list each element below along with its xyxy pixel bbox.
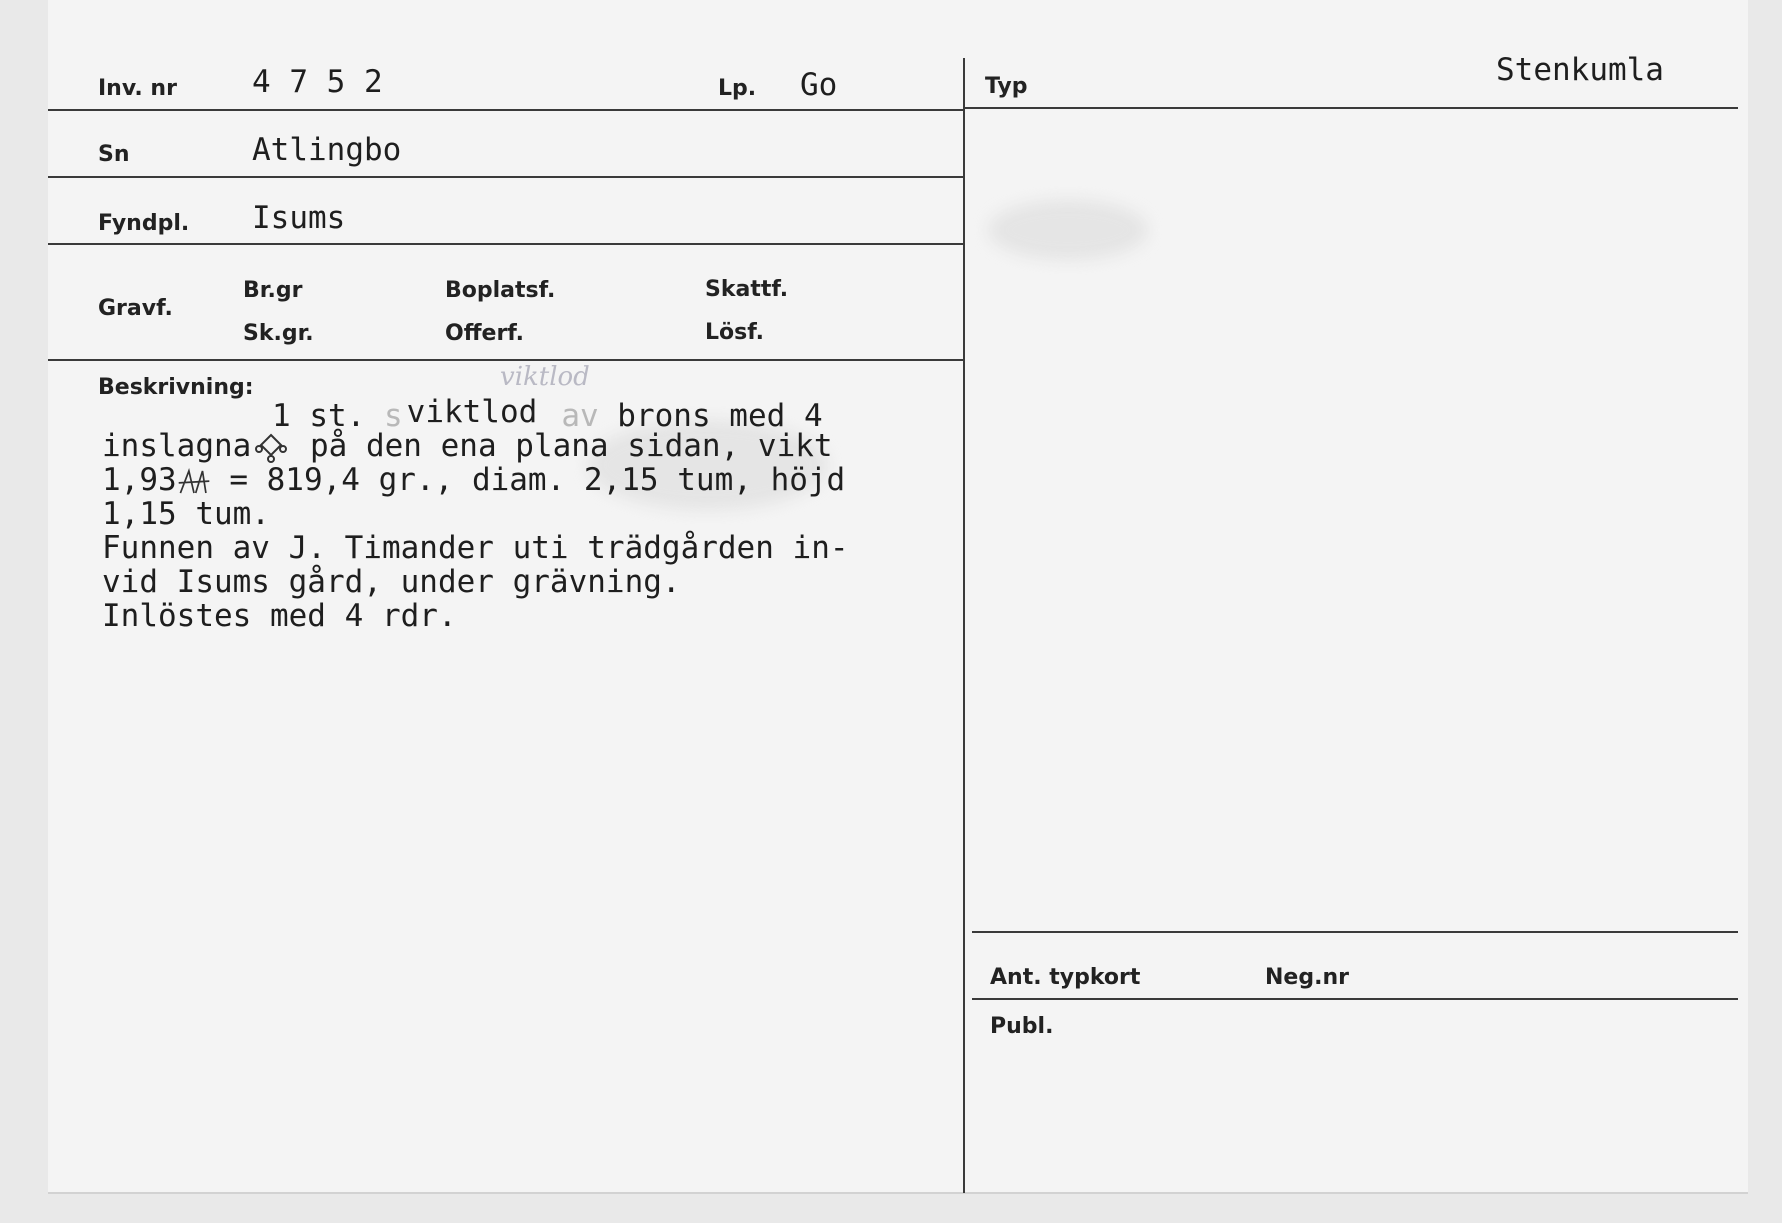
weight-unit-symbol-icon bbox=[177, 467, 211, 497]
losf-label: Lösf. bbox=[705, 320, 764, 345]
sn-value: Atlingbo bbox=[252, 132, 402, 168]
description-line: inslagna på den ena plana sidan, vikt bbox=[102, 428, 833, 464]
handwritten-note: viktlod bbox=[500, 362, 590, 392]
column-divider bbox=[963, 58, 965, 1193]
rule-right-lower bbox=[972, 931, 1738, 933]
diamond-mark-icon bbox=[251, 433, 291, 463]
fyndpl-value: Isums bbox=[252, 200, 346, 236]
sn-label: Sn bbox=[98, 142, 130, 167]
description-line: 1 st. s viktlod av brons med 4 bbox=[272, 394, 823, 434]
description-line: 1,93 = 819,4 gr., diam. 2,15 tum, höjd bbox=[102, 462, 846, 498]
rule-inv bbox=[48, 109, 963, 111]
description-line: vid Isums gård, under grävning. bbox=[102, 564, 681, 600]
offerf-label: Offerf. bbox=[445, 321, 525, 346]
boplatsf-label: Boplatsf. bbox=[445, 278, 556, 303]
struck-text: s bbox=[383, 398, 403, 434]
typ-label: Typ bbox=[985, 74, 1028, 99]
fyndpl-label: Fyndpl. bbox=[98, 211, 190, 236]
struck-text: av bbox=[561, 398, 599, 434]
beskrivning-label: Beskrivning: bbox=[98, 375, 254, 400]
rule-typ bbox=[965, 107, 1738, 109]
description-line: Funnen av J. Timander uti trädgården in- bbox=[102, 530, 849, 566]
paper-smudge bbox=[988, 200, 1148, 260]
description-word: viktlod bbox=[406, 394, 538, 430]
skattf-label: Skattf. bbox=[705, 277, 789, 302]
skgr-label: Sk.gr. bbox=[243, 321, 314, 346]
publ-label: Publ. bbox=[990, 1014, 1054, 1039]
description-text bbox=[102, 395, 849, 633]
brgr-label: Br.gr bbox=[243, 278, 303, 303]
rule-ant-typkort bbox=[972, 998, 1738, 1000]
lp-value: Go bbox=[800, 67, 838, 103]
ant-typkort-label: Ant. typkort bbox=[990, 965, 1141, 990]
lp-label: Lp. bbox=[718, 76, 757, 101]
inv-nr-value: 4 7 5 2 bbox=[252, 64, 383, 100]
description-line: 1,15 tum. bbox=[102, 496, 270, 532]
description-line: Inlöstes med 4 rdr. bbox=[102, 598, 457, 634]
gravf-label: Gravf. bbox=[98, 296, 173, 321]
rule-fyndpl bbox=[48, 243, 963, 245]
typ-value: Stenkumla bbox=[1496, 52, 1664, 88]
rule-sn bbox=[48, 176, 963, 178]
inv-nr-label: Inv. nr bbox=[98, 76, 177, 101]
rule-gravf bbox=[48, 359, 963, 361]
negnr-label: Neg.nr bbox=[1265, 965, 1349, 990]
